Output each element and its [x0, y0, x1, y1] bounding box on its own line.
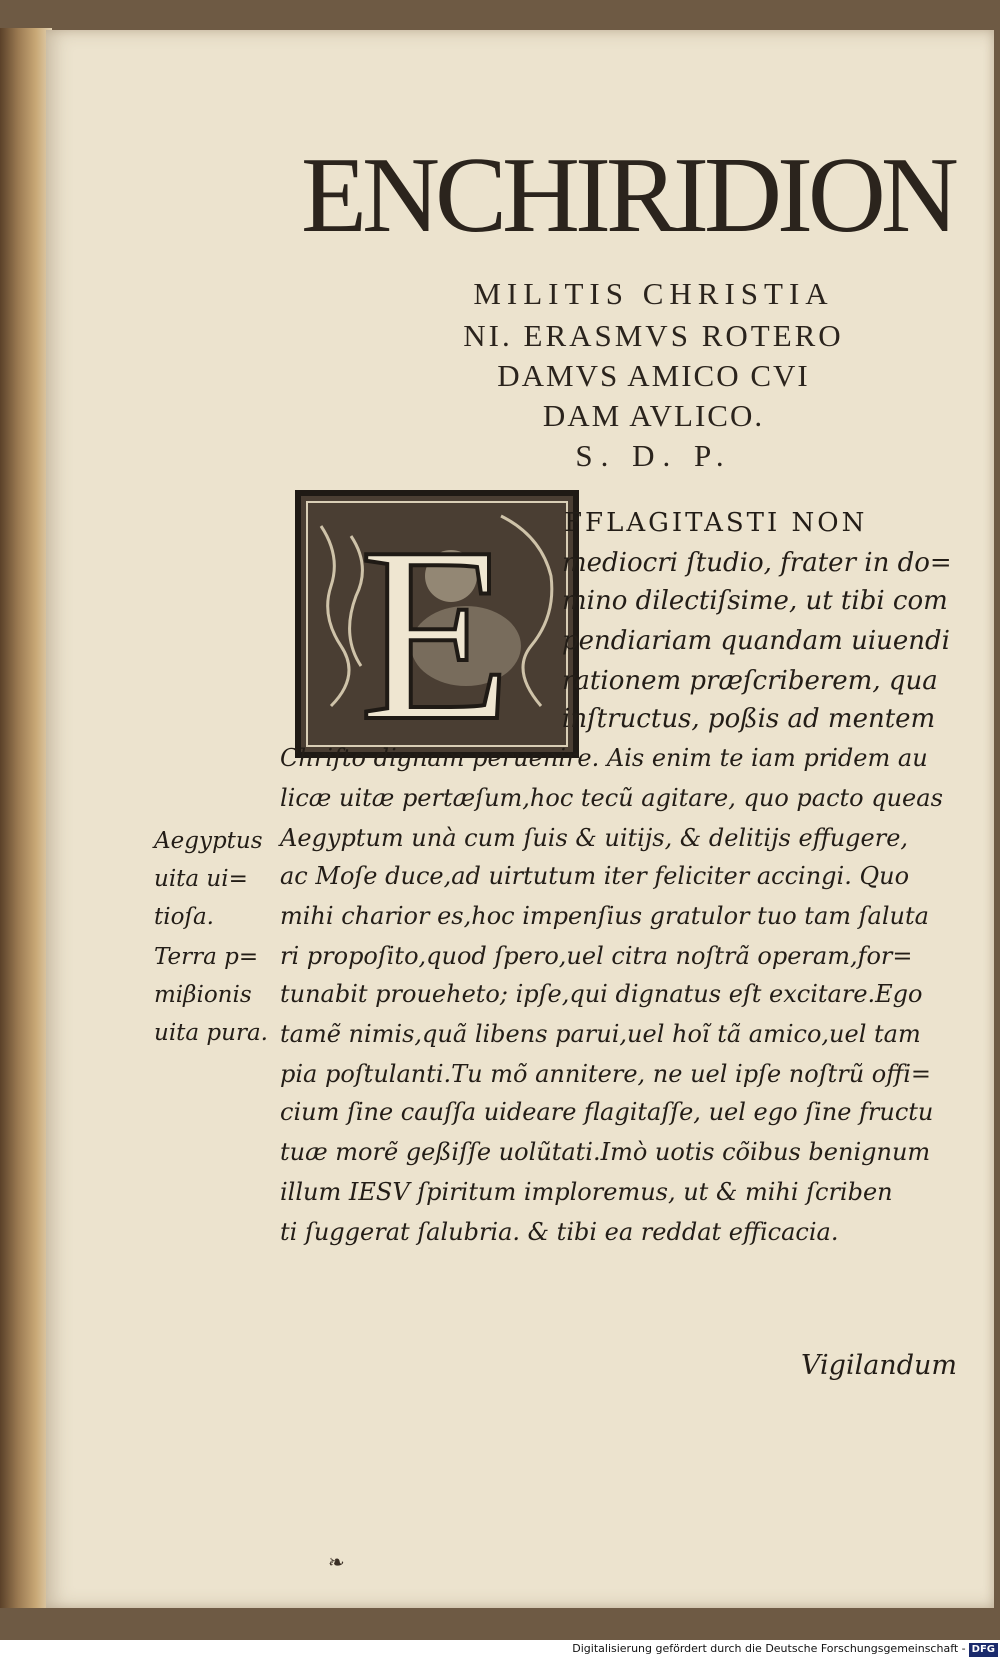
body-line-13: tunabit proueheto; ipſe,qui dignatus eſt excitare.Ego — [280, 980, 923, 1008]
body-line-1: FFLAGITASTI NON — [564, 508, 868, 538]
margin-note-2: uita ui= — [154, 866, 248, 892]
margin-note-5: miβionis — [154, 982, 252, 1008]
margin-note-6: uita pura. — [154, 1020, 268, 1046]
body-line-7: Chriſto dignam peruenire. Ais enim te iam pridem au — [280, 744, 928, 772]
body-line-15: pia poſtulanti.Tu mõ annitere, ne uel ipſe noſtrũ offi= — [280, 1060, 932, 1088]
subtitle-line-2: NI. ERASMVS ROTERO — [463, 318, 844, 353]
body-line-14: tamẽ nimis,quã libens parui,uel hoĩ tã amico,uel tam — [280, 1020, 921, 1048]
body-line-9: Aegyptum unà cum ſuis & uitijs, & delitijs effugere, — [280, 824, 909, 852]
body-line-18: illum IESV ſpiritum imploremus, ut & mihi ſcriben — [280, 1178, 893, 1206]
book-spine — [0, 28, 52, 1608]
page-title: ENCHIRIDION — [301, 136, 954, 255]
book-page — [46, 30, 994, 1608]
body-line-19: ti ſuggerat ſalubria. & tibi ea reddat efficacia. — [280, 1218, 839, 1246]
fleuron-icon: ❧ — [328, 1550, 345, 1574]
body-line-4: pendiariam quandam uiuendi — [562, 626, 950, 656]
subtitle-line-3: DAMVS AMICO CVI — [497, 358, 810, 393]
body-line-2: mediocri ſtudio, frater in do= — [562, 548, 952, 578]
body-line-10: ac Moſe duce,ad uirtutum iter feliciter accingi. Quo — [280, 862, 910, 890]
dfg-logo-icon: DFG — [969, 1643, 998, 1657]
drop-cap-letter: E — [359, 496, 512, 752]
woodcut-initial-icon — [295, 490, 579, 758]
body-line-12: ri propoſito,quod ſpero,uel citra noſtrã operam,for= — [280, 942, 913, 970]
body-line-5: rationem præſcriberem, qua — [562, 666, 938, 696]
body-line-6: inſtructus, poßis ad mentem — [562, 704, 936, 734]
catchword: Vigilandum — [801, 1350, 957, 1381]
body-line-16: cium ſine cauſſa uideare flagitaſſe, uel ego ſine fructu — [280, 1098, 934, 1126]
subtitle-line-5: S. D. P. — [575, 438, 732, 473]
margin-note-3: tioſa. — [154, 904, 214, 930]
footer-text: Digitalisierung gefördert durch die Deutsche Forschungsgemeinschaft - — [572, 1642, 966, 1655]
body-line-11: mihi charior es,hoc impenſius gratulor tuo tam ſaluta — [280, 902, 929, 930]
subtitle-line-1: MILITIS CHRISTIA — [473, 276, 834, 311]
margin-note-4: Terra p= — [154, 944, 259, 970]
body-line-8: licæ uitæ pertæſum,hoc tecũ agitare, quo pacto queas — [280, 784, 943, 812]
margin-note-1: Aegyptus — [154, 828, 263, 854]
subtitle-line-4: DAM AVLICO. — [542, 398, 765, 433]
body-line-3: mino dilectiſsime, ut tibi com — [562, 586, 948, 616]
digitization-footer — [0, 1640, 998, 1658]
body-line-17: tuæ morẽ geßiſſe uolũtati.Imò uotis cõibus benignum — [280, 1138, 931, 1166]
